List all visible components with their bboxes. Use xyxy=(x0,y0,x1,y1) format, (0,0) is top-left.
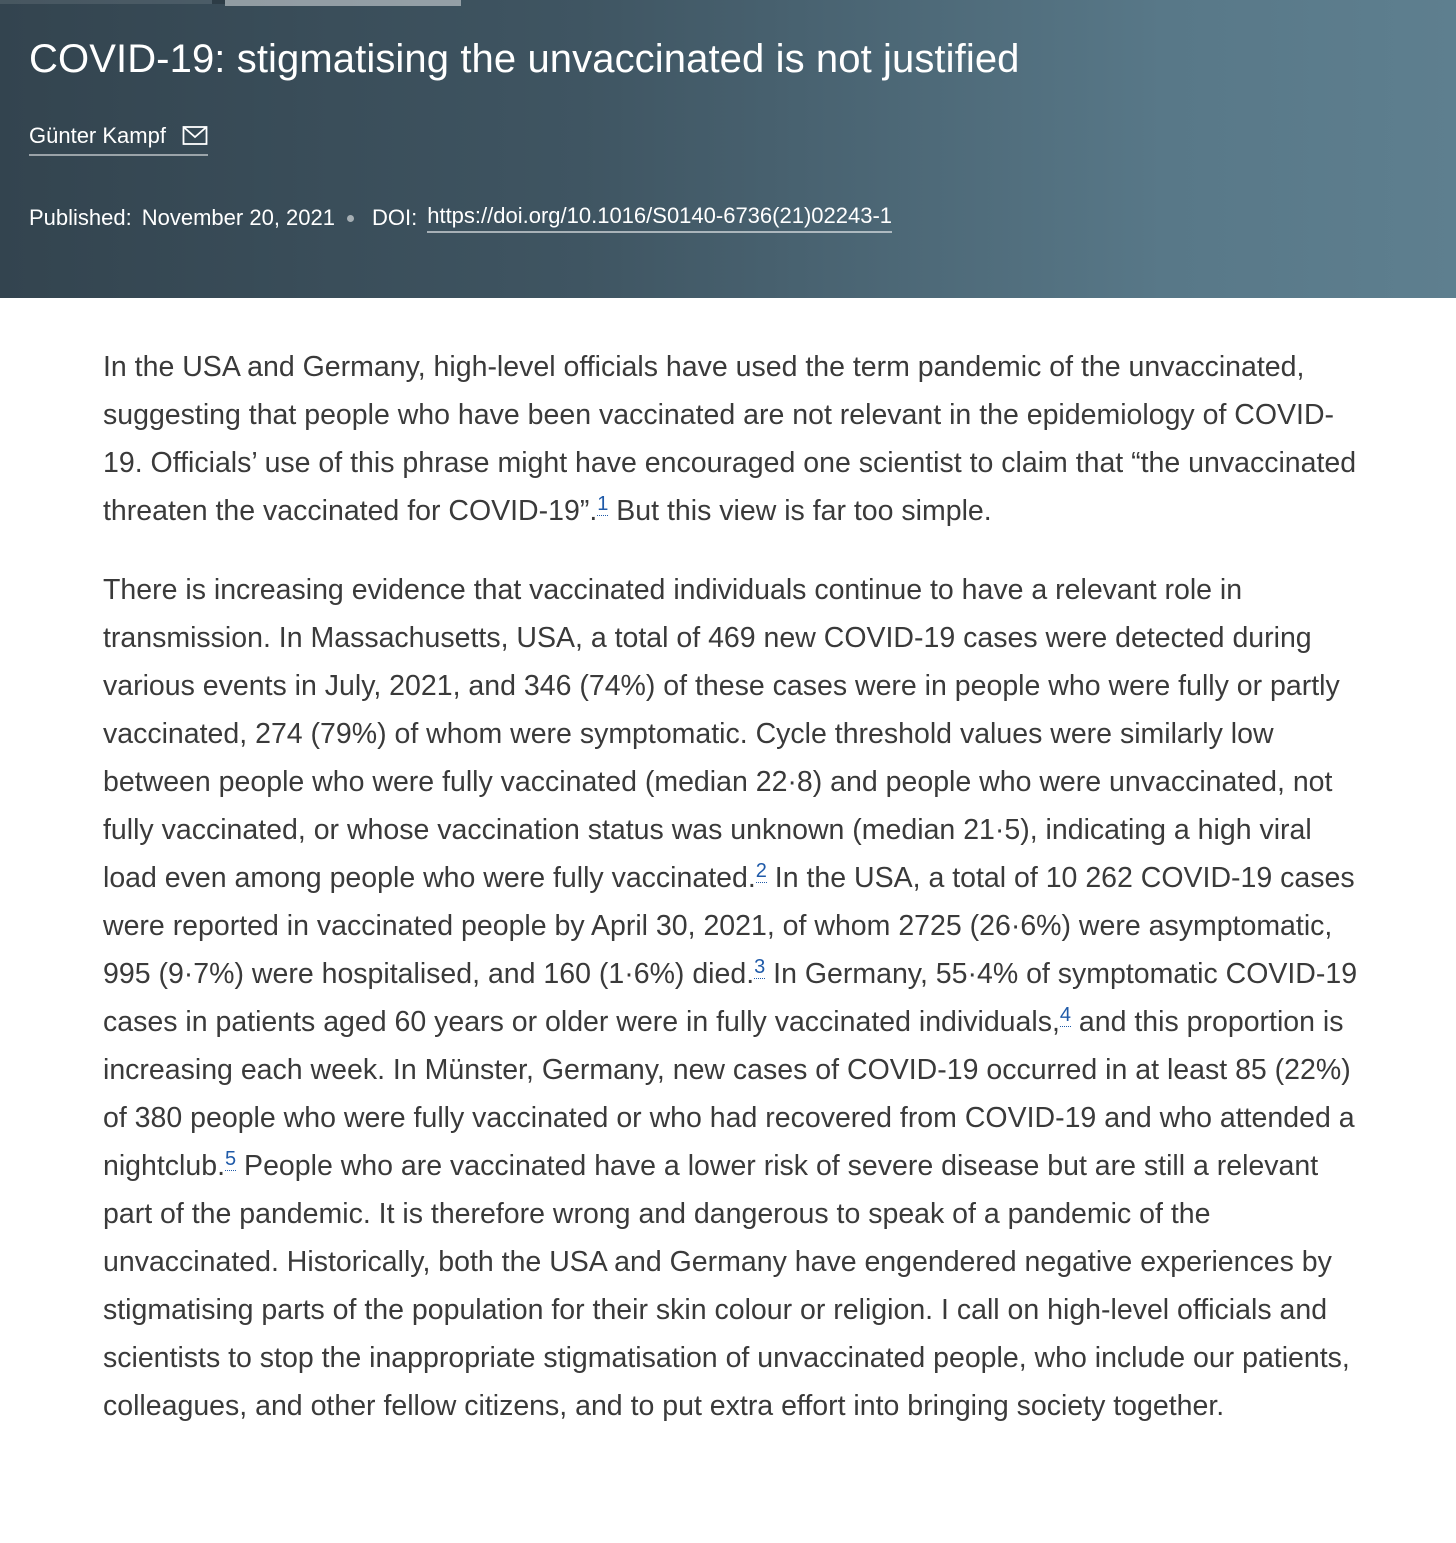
reference-link-4[interactable]: 4 xyxy=(1059,1003,1071,1026)
top-tab-divider xyxy=(212,0,225,4)
paragraph-2-text-2: In the USA, a total of 10 262 COVID-19 cases were reported in vaccinated people by April 30, 2021, of whom 2725 (26·6%) were asymptomatic, 995 (9·7%) were hospitalised, and 160 (1·6%) died. xyxy=(103,862,1355,990)
mail-icon[interactable] xyxy=(182,125,208,147)
paragraph-1-text-2: But this view is far too simple. xyxy=(608,495,992,527)
reference-link-1[interactable]: 1 xyxy=(597,492,609,515)
top-tab-strip xyxy=(0,0,212,4)
author-link[interactable] xyxy=(29,118,208,156)
paragraph-1-text-1: In the USA and Germany, high-level officials have used the term pandemic of the unvaccinated, suggesting that people who have been vaccinated are not relevant in the epidemiology of COVID-19. Officials’ use of this phrase might have encouraged one scientist to claim that “the unvaccinated threaten the vaccinated for COVID-19”. xyxy=(103,351,1357,527)
paragraph-1 xyxy=(103,343,1363,535)
paragraph-2-text-4: and this proportion is increasing each week. In Münster, Germany, new cases of COVID-19 occurred in at least 85 (22%) of 380 people who were fully vaccinated or who had recovered from COVID-19 and who attended a nightclub. xyxy=(103,1006,1355,1182)
published-date: November 20, 2021 xyxy=(141,205,335,230)
article-title: COVID-19: stigmatising the unvaccinated is not justified xyxy=(29,37,1020,81)
paragraph-2-text-1: There is increasing evidence that vaccinated individuals continue to have a relevant role in transmission. In Massachusetts, USA, a total of 469 new COVID-19 cases were detected during various events in July, 2021, and 346 (74%) of these cases were in people who were fully or partly vaccinated, 274 (79%) of whom were symptomatic. Cycle threshold values were similarly low between people who were fully vaccinated (median 22·8) and people who were unvaccinated, not fully vaccinated, or whose vaccination status was unknown (median 21·5), indicating a high viral load even among people who were fully vaccinated. xyxy=(103,574,1340,894)
doi-label: DOI: xyxy=(371,205,418,230)
paragraph-2-text-3: In Germany, 55·4% of symptomatic COVID-19 cases in patients aged 60 years or older were in fully vaccinated individuals, xyxy=(103,958,1358,1038)
top-tab-active-indicator xyxy=(225,0,461,6)
article-header xyxy=(0,0,1456,298)
paragraph-2 xyxy=(103,566,1363,1430)
publication-meta xyxy=(29,200,892,236)
published-label: Published: xyxy=(29,205,132,230)
author-name[interactable]: Günter Kampf xyxy=(29,123,166,148)
reference-link-3[interactable]: 3 xyxy=(754,955,766,978)
reference-link-2[interactable]: 2 xyxy=(755,859,767,882)
article-body xyxy=(103,343,1363,1430)
meta-separator-dot xyxy=(347,215,354,222)
paragraph-2-text-5: People who are vaccinated have a lower risk of severe disease but are still a relevant part of the pandemic. It is therefore wrong and dangerous to speak of a pandemic of the unvaccinated. Historically, both the USA and Germany have engendered negative experiences by stigmatising parts of the population for their skin colour or religion. I call on high-level officials and scientists to stop the inappropriate stigmatisation of unvaccinated people, who include our patients, colleagues, and other fellow citizens, and to put extra effort into bringing society together. xyxy=(103,1150,1350,1422)
reference-link-5[interactable]: 5 xyxy=(225,1147,237,1170)
doi-link[interactable]: https://doi.org/10.1016/S0140-6736(21)02243-1 xyxy=(427,203,892,233)
